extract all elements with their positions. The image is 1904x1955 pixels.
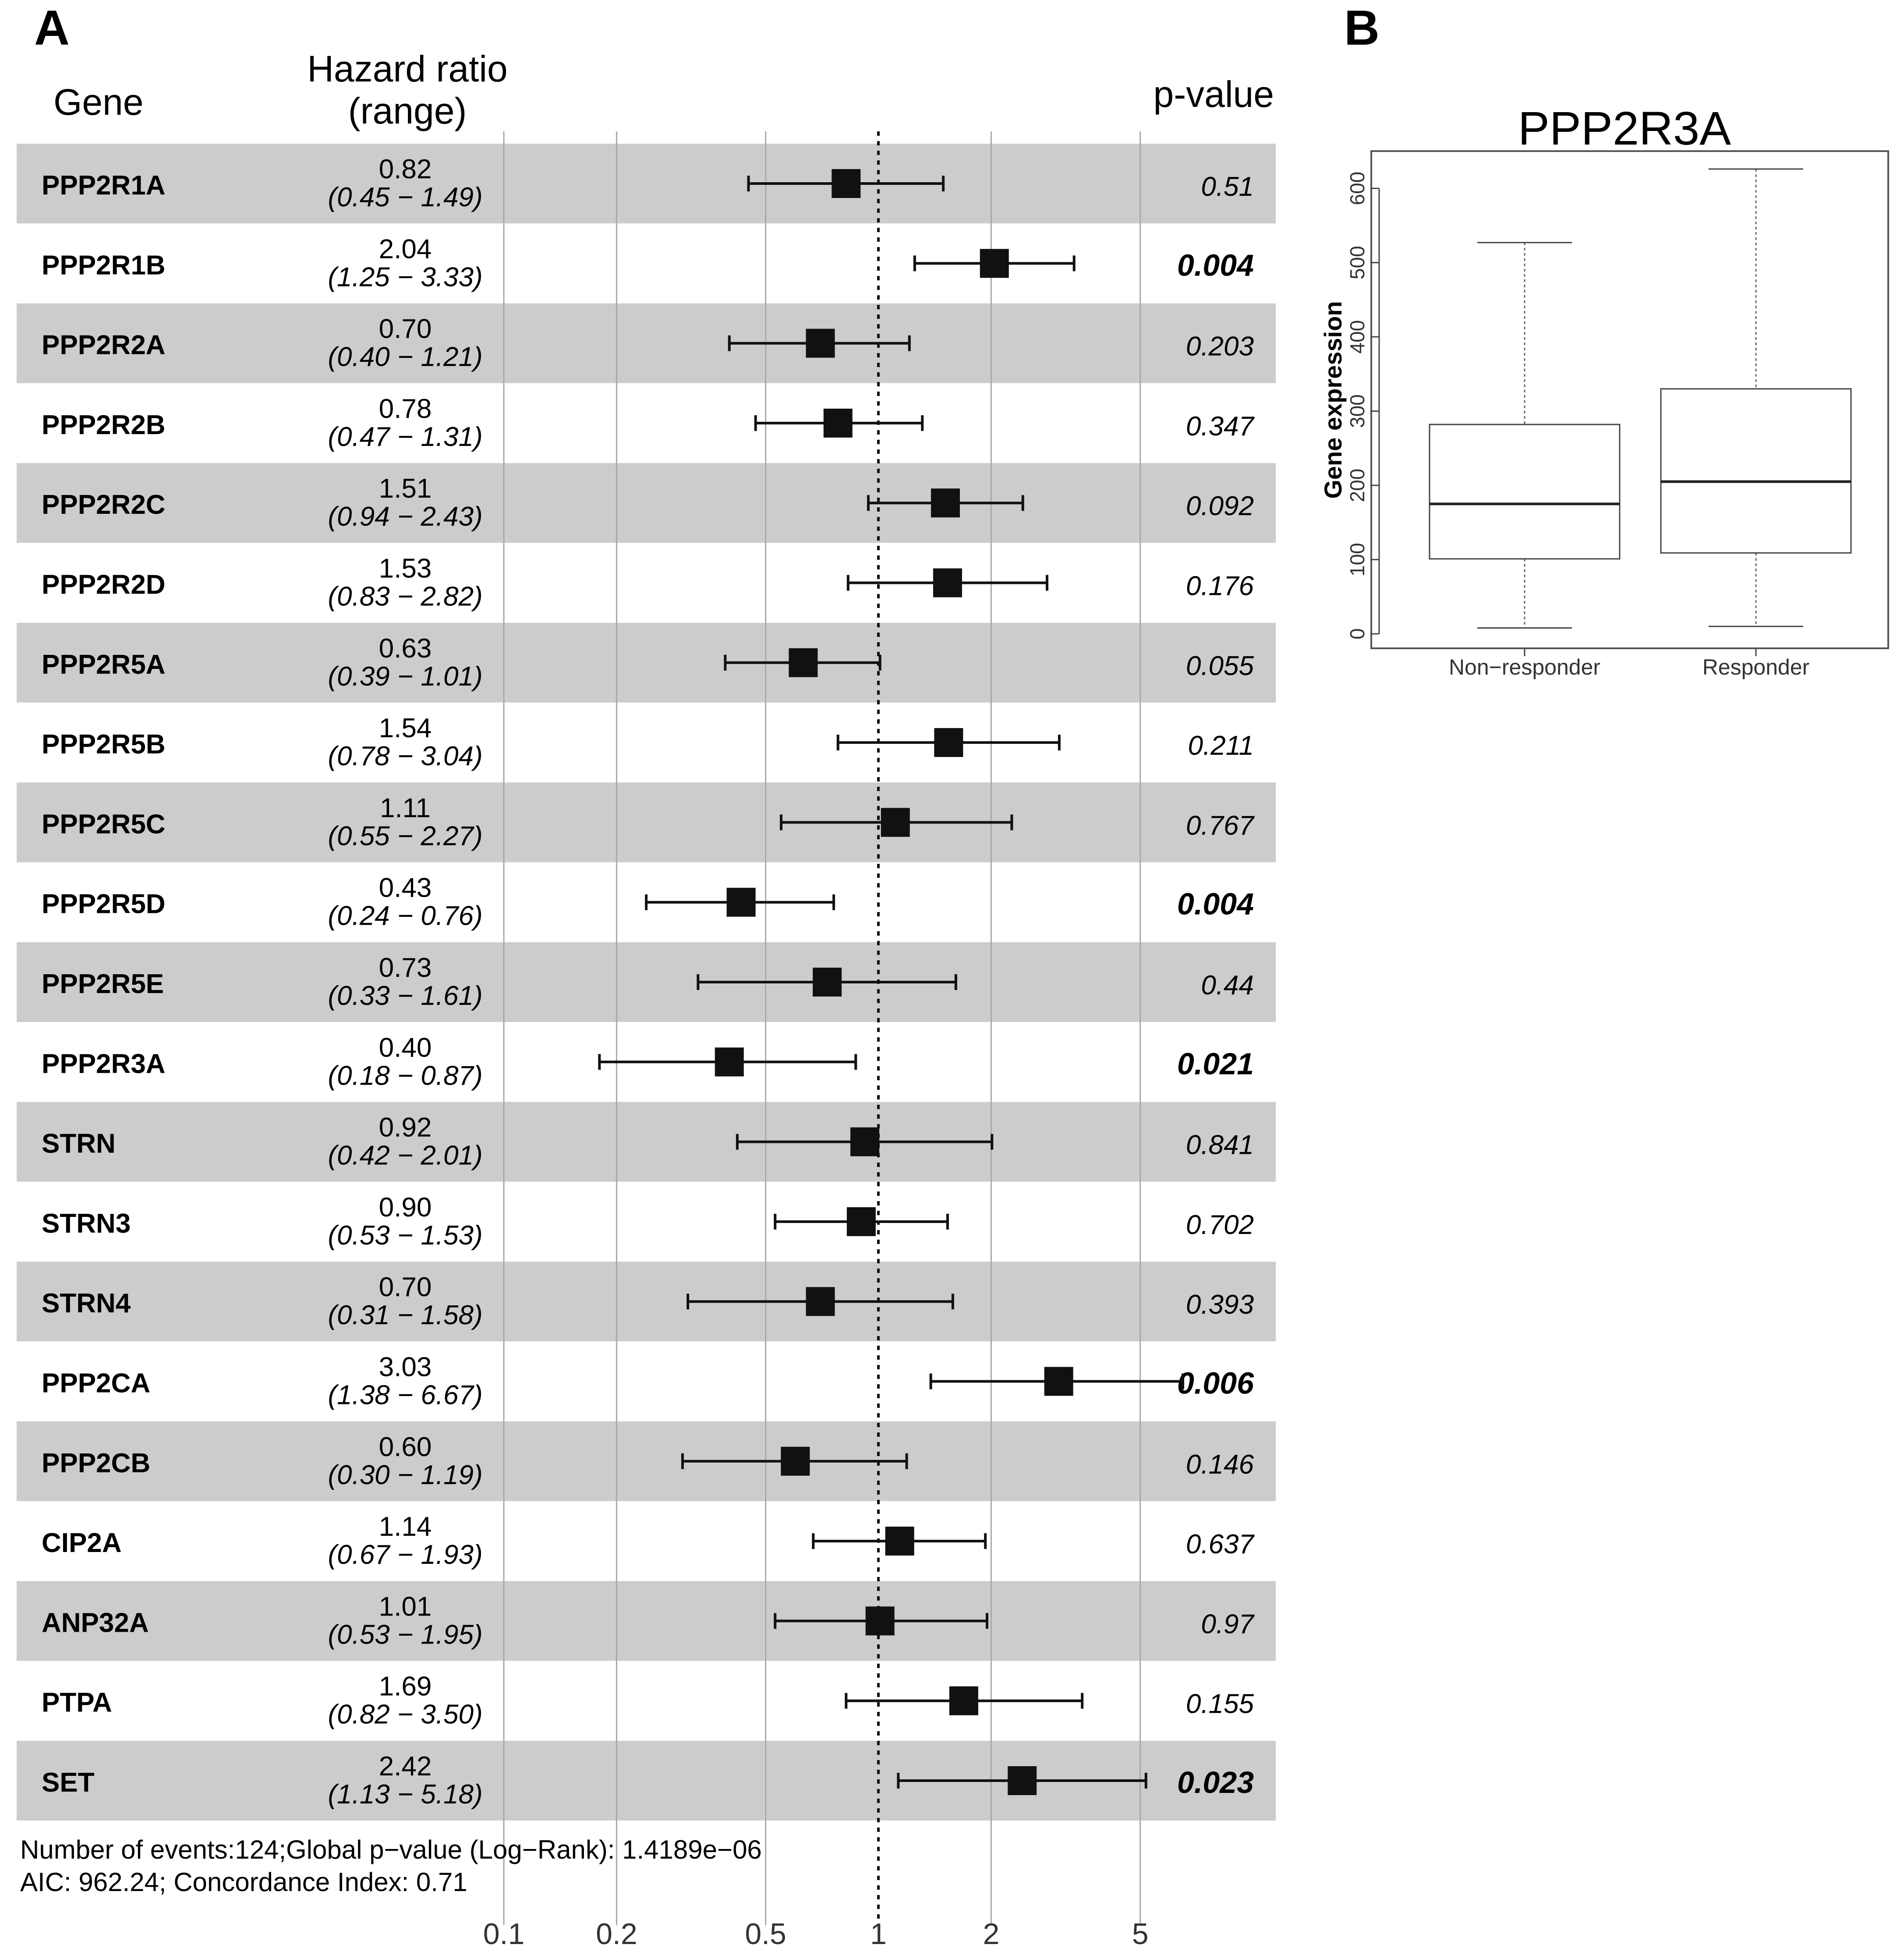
row-band [17, 1262, 1276, 1341]
hazard-ratio-range: (0.53 − 1.95) [328, 1619, 483, 1650]
forest-row [42, 1512, 1255, 1570]
hazard-ratio-range: (0.40 − 1.21) [328, 342, 483, 372]
p-value: 0.97 [1201, 1609, 1254, 1640]
gene-label: PPP2R2C [42, 490, 166, 520]
x-tick-label: 1 [870, 1917, 887, 1951]
x-tick-label: Responder [1702, 655, 1810, 679]
gene-label: STRN3 [42, 1208, 131, 1239]
boxplot-title: PPP2R3A [1518, 102, 1731, 155]
x-tick-label: 5 [1132, 1917, 1149, 1951]
hazard-ratio-marker [881, 808, 910, 837]
gene-label: PPP2CA [42, 1368, 151, 1399]
p-value: 0.44 [1201, 970, 1254, 1000]
hazard-ratio-range: (0.33 − 1.61) [328, 981, 483, 1011]
hazard-ratio-marker [850, 1128, 879, 1156]
hazard-ratio-marker [824, 409, 853, 438]
hazard-ratio-marker [866, 1606, 895, 1635]
hazard-ratio-marker [813, 968, 842, 997]
p-value: 0.347 [1186, 411, 1254, 442]
hazard-ratio-marker [949, 1686, 978, 1715]
boxplot-y-label: Gene expression [1319, 301, 1347, 499]
gene-label: SET [42, 1768, 95, 1798]
y-tick-label: 0 [1346, 628, 1369, 640]
row-band [17, 623, 1276, 703]
hazard-ratio-marker [806, 1287, 835, 1316]
hazard-ratio-range: (0.55 − 2.27) [328, 821, 483, 852]
hazard-ratio-value: 1.69 [379, 1671, 432, 1702]
p-value: 0.092 [1186, 491, 1254, 522]
forest-row [42, 1192, 1254, 1251]
hazard-ratio-value: 0.90 [379, 1192, 432, 1223]
hazard-ratio-value: 0.92 [379, 1112, 432, 1143]
hazard-ratio-value: 1.54 [379, 713, 432, 744]
p-value: 0.51 [1201, 172, 1254, 202]
hazard-ratio-value: 0.63 [379, 633, 432, 664]
gene-label: PPP2R2A [42, 330, 166, 361]
hazard-ratio-marker [715, 1047, 744, 1076]
p-value: 0.006 [1177, 1366, 1254, 1400]
p-value: 0.023 [1177, 1765, 1254, 1799]
hazard-ratio-value: 0.70 [379, 1272, 432, 1303]
hazard-ratio-value: 2.04 [379, 234, 432, 265]
forest-row [42, 234, 1254, 292]
row-band [17, 1581, 1276, 1661]
row-band [17, 1421, 1276, 1501]
hazard-ratio-value: 2.42 [379, 1751, 432, 1782]
hazard-ratio-range: (0.39 − 1.01) [328, 661, 483, 692]
row-band [17, 304, 1276, 383]
hazard-ratio-marker [806, 329, 835, 358]
row-band [17, 1102, 1276, 1182]
forest-row [42, 1032, 1254, 1091]
gene-label: PPP2R5B [42, 729, 166, 760]
y-tick-label: 500 [1346, 246, 1369, 279]
hazard-ratio-marker [931, 488, 960, 517]
forest-row [42, 1352, 1254, 1411]
gene-label: STRN [42, 1128, 116, 1159]
header-range: (range) [348, 90, 467, 131]
footnote-events: Number of events:124;Global p−value (Log−Rank): 1.4189e−06 [20, 1835, 762, 1864]
p-value: 0.637 [1186, 1529, 1254, 1560]
gene-label: PPP2R3A [42, 1049, 166, 1079]
hazard-ratio-value: 0.78 [379, 393, 432, 424]
hazard-ratio-marker [847, 1207, 876, 1236]
p-value: 0.767 [1186, 810, 1254, 841]
footnote-aic: AIC: 962.24; Concordance Index: 0.71 [20, 1867, 467, 1897]
hazard-ratio-marker [980, 249, 1009, 278]
hazard-ratio-marker [1044, 1367, 1073, 1396]
hazard-ratio-range: (0.24 − 0.76) [328, 901, 483, 931]
gene-label: ANP32A [42, 1608, 149, 1638]
p-value: 0.211 [1188, 731, 1254, 761]
hazard-ratio-marker [832, 169, 860, 198]
x-tick-label: 0.5 [745, 1917, 786, 1951]
p-value: 0.055 [1186, 650, 1254, 681]
y-tick-label: 200 [1346, 468, 1369, 502]
hazard-ratio-range: (0.53 − 1.53) [328, 1220, 483, 1251]
gene-label: PPP2R5A [42, 649, 166, 680]
gene-label: PPP2R2D [42, 569, 166, 600]
row-band [17, 942, 1276, 1022]
hazard-ratio-value: 0.82 [379, 154, 432, 184]
gene-label: PPP2R2B [42, 410, 166, 440]
p-value: 0.004 [1177, 248, 1254, 283]
p-value: 0.176 [1186, 571, 1254, 601]
x-tick-label: Non−responder [1448, 655, 1601, 679]
row-bands [17, 144, 1276, 1821]
gene-label: PTPA [42, 1687, 112, 1718]
gene-label: PPP2R5E [42, 969, 164, 999]
hazard-ratio-value: 1.53 [379, 553, 432, 584]
p-value: 0.393 [1186, 1290, 1254, 1320]
hazard-ratio-range: (0.18 − 0.87) [328, 1061, 483, 1091]
header-hazard-ratio: Hazard ratio [307, 48, 508, 89]
gene-label: PPP2CB [42, 1448, 151, 1478]
hazard-ratio-range: (0.31 − 1.58) [328, 1300, 483, 1331]
hazard-ratio-range: (0.83 − 2.82) [328, 581, 483, 612]
hazard-ratio-value: 3.03 [379, 1352, 432, 1382]
hazard-ratio-marker [781, 1447, 810, 1476]
hazard-ratio-value: 0.73 [379, 953, 432, 983]
hazard-ratio-value: 1.11 [379, 793, 431, 824]
hazard-ratio-range: (0.67 − 1.93) [328, 1540, 483, 1570]
hazard-ratio-marker [789, 648, 818, 677]
p-value: 0.004 [1177, 887, 1254, 921]
y-tick-label: 400 [1346, 320, 1369, 354]
p-value: 0.702 [1186, 1209, 1254, 1240]
header-gene: Gene [53, 81, 144, 123]
p-value: 0.021 [1177, 1046, 1254, 1081]
hazard-ratio-marker [934, 728, 963, 757]
y-tick-label: 300 [1346, 394, 1369, 428]
p-value: 0.841 [1186, 1130, 1254, 1160]
gene-label: PPP2R5C [42, 809, 166, 840]
hazard-ratio-value: 0.70 [379, 314, 432, 344]
hazard-ratio-range: (0.42 − 2.01) [328, 1140, 483, 1171]
gene-label: PPP2R5D [42, 889, 166, 919]
hazard-ratio-marker [727, 888, 756, 917]
y-tick-label: 100 [1346, 543, 1369, 576]
row-band [17, 463, 1276, 543]
hazard-ratio-range: (0.45 − 1.49) [328, 182, 483, 212]
row-band [17, 782, 1276, 862]
hazard-ratio-value: 1.51 [379, 474, 432, 504]
forest-row [42, 554, 1254, 612]
hazard-ratio-range: (1.25 − 3.33) [328, 262, 483, 293]
hazard-ratio-value: 0.40 [379, 1032, 432, 1063]
x-axis-ticks [483, 1917, 1149, 1951]
hazard-ratio-range: (0.94 − 2.43) [328, 502, 483, 532]
row-band [17, 144, 1276, 223]
hazard-ratio-range: (0.82 − 3.50) [328, 1699, 483, 1730]
hazard-ratio-value: 0.43 [379, 873, 432, 903]
hazard-ratio-marker [1008, 1766, 1037, 1795]
hazard-ratio-range: (0.30 − 1.19) [328, 1460, 483, 1490]
x-tick-label: 0.2 [596, 1917, 637, 1951]
hazard-ratio-range: (1.38 − 6.67) [328, 1380, 483, 1411]
hazard-ratio-marker [933, 569, 962, 597]
hazard-ratio-range: (0.47 − 1.31) [328, 421, 483, 452]
forest-row [42, 713, 1254, 771]
x-tick-label: 0.1 [483, 1917, 525, 1951]
hazard-ratio-value: 1.01 [379, 1591, 432, 1622]
hazard-ratio-range: (0.78 − 3.04) [328, 741, 483, 772]
p-value: 0.146 [1186, 1449, 1254, 1480]
panel-label-b: B [1344, 0, 1380, 55]
forest-row [42, 873, 1254, 931]
hazard-ratio-value: 0.60 [379, 1432, 432, 1462]
hazard-ratio-marker [885, 1527, 914, 1556]
p-value: 0.203 [1186, 331, 1254, 362]
p-value: 0.155 [1186, 1689, 1254, 1719]
hazard-ratio-range: (1.13 − 5.18) [328, 1779, 483, 1810]
gene-label: PPP2R1A [42, 170, 166, 201]
gene-label: CIP2A [42, 1528, 122, 1559]
panel-label-a: A [34, 0, 70, 55]
x-tick-label: 2 [983, 1917, 1000, 1951]
header-p-value: p-value [1153, 74, 1274, 115]
hazard-ratio-value: 1.14 [379, 1512, 432, 1542]
gene-label: STRN4 [42, 1288, 131, 1319]
gene-label: PPP2R1B [42, 250, 166, 281]
forest-row [42, 394, 1255, 452]
forest-row [42, 1672, 1254, 1730]
y-tick-label: 600 [1346, 171, 1369, 205]
